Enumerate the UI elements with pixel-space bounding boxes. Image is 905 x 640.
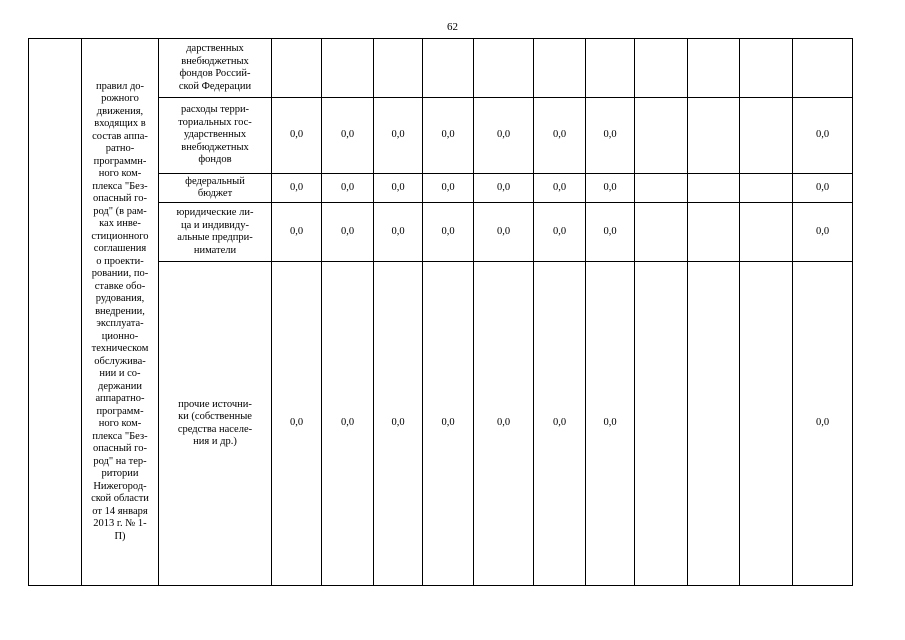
row-number-cell	[29, 39, 82, 586]
value-cell: 0,0	[322, 98, 374, 174]
funding-source-cell: прочие источни- ки (собственные средства населе- ния и др.)	[159, 262, 272, 586]
value-cell: 0,0	[474, 203, 534, 262]
value-cell	[474, 39, 534, 98]
value-cell	[740, 203, 793, 262]
value-cell: 0,0	[586, 174, 635, 203]
value-cell	[740, 39, 793, 98]
value-cell: 0,0	[586, 203, 635, 262]
value-cell: 0,0	[322, 262, 374, 586]
value-cell: 0,0	[374, 98, 423, 174]
value-cell: 0,0	[793, 203, 853, 262]
value-cell: 0,0	[272, 203, 322, 262]
value-cell	[374, 39, 423, 98]
page-number: 62	[447, 21, 458, 33]
funding-source-cell: дарственных внебюджетных фондов Россий- ской Федерации	[159, 39, 272, 98]
value-cell	[740, 262, 793, 586]
value-cell: 0,0	[374, 203, 423, 262]
value-cell	[635, 39, 688, 98]
value-cell: 0,0	[322, 174, 374, 203]
value-cell: 0,0	[534, 262, 586, 586]
value-cell: 0,0	[534, 174, 586, 203]
value-cell: 0,0	[534, 203, 586, 262]
value-cell: 0,0	[272, 174, 322, 203]
measure-description-cell: правил до- рожного движения, входящих в состав аппа- ратно- программн- ного ком- плекса "Без- опасный го- род" (в рам- ках инве- стиционного соглашения о проекти- ровании, по- ставке обо- рудования, внедрении, эксплуата- ционно- техническом обслужива- нии и со- держании аппаратно- программ- ного ком- плекса "Без- опасный го- род" на тер- ритории Нижегород- ской области от 14 января 2013 г. № 1- П)	[82, 39, 159, 586]
value-cell: 0,0	[423, 98, 474, 174]
value-cell	[635, 98, 688, 174]
value-cell	[586, 39, 635, 98]
value-cell	[740, 174, 793, 203]
value-cell: 0,0	[423, 262, 474, 586]
funding-source-cell: федеральный бюджет	[159, 174, 272, 203]
value-cell: 0,0	[272, 262, 322, 586]
value-cell: 0,0	[474, 174, 534, 203]
value-cell	[423, 39, 474, 98]
value-cell: 0,0	[793, 174, 853, 203]
value-cell	[272, 39, 322, 98]
value-cell	[322, 39, 374, 98]
value-cell: 0,0	[793, 98, 853, 174]
value-cell: 0,0	[474, 98, 534, 174]
funding-source-cell: расходы терри- ториальных гос- ударственных внебюджетных фондов	[159, 98, 272, 174]
budget-table	[28, 38, 853, 586]
value-cell: 0,0	[272, 98, 322, 174]
value-cell	[688, 203, 740, 262]
value-cell: 0,0	[474, 262, 534, 586]
value-cell	[688, 98, 740, 174]
value-cell: 0,0	[374, 262, 423, 586]
value-cell: 0,0	[534, 98, 586, 174]
value-cell	[740, 98, 793, 174]
value-cell: 0,0	[374, 174, 423, 203]
value-cell	[688, 262, 740, 586]
value-cell: 0,0	[586, 98, 635, 174]
value-cell	[688, 174, 740, 203]
value-cell	[635, 262, 688, 586]
value-cell: 0,0	[793, 262, 853, 586]
value-cell	[793, 39, 853, 98]
value-cell: 0,0	[423, 174, 474, 203]
funding-source-cell: юридические ли- ца и индивиду- альные предпри- ниматели	[159, 203, 272, 262]
table-row	[29, 39, 853, 98]
value-cell	[635, 203, 688, 262]
value-cell	[688, 39, 740, 98]
value-cell: 0,0	[586, 262, 635, 586]
value-cell	[635, 174, 688, 203]
value-cell	[534, 39, 586, 98]
value-cell: 0,0	[423, 203, 474, 262]
value-cell: 0,0	[322, 203, 374, 262]
